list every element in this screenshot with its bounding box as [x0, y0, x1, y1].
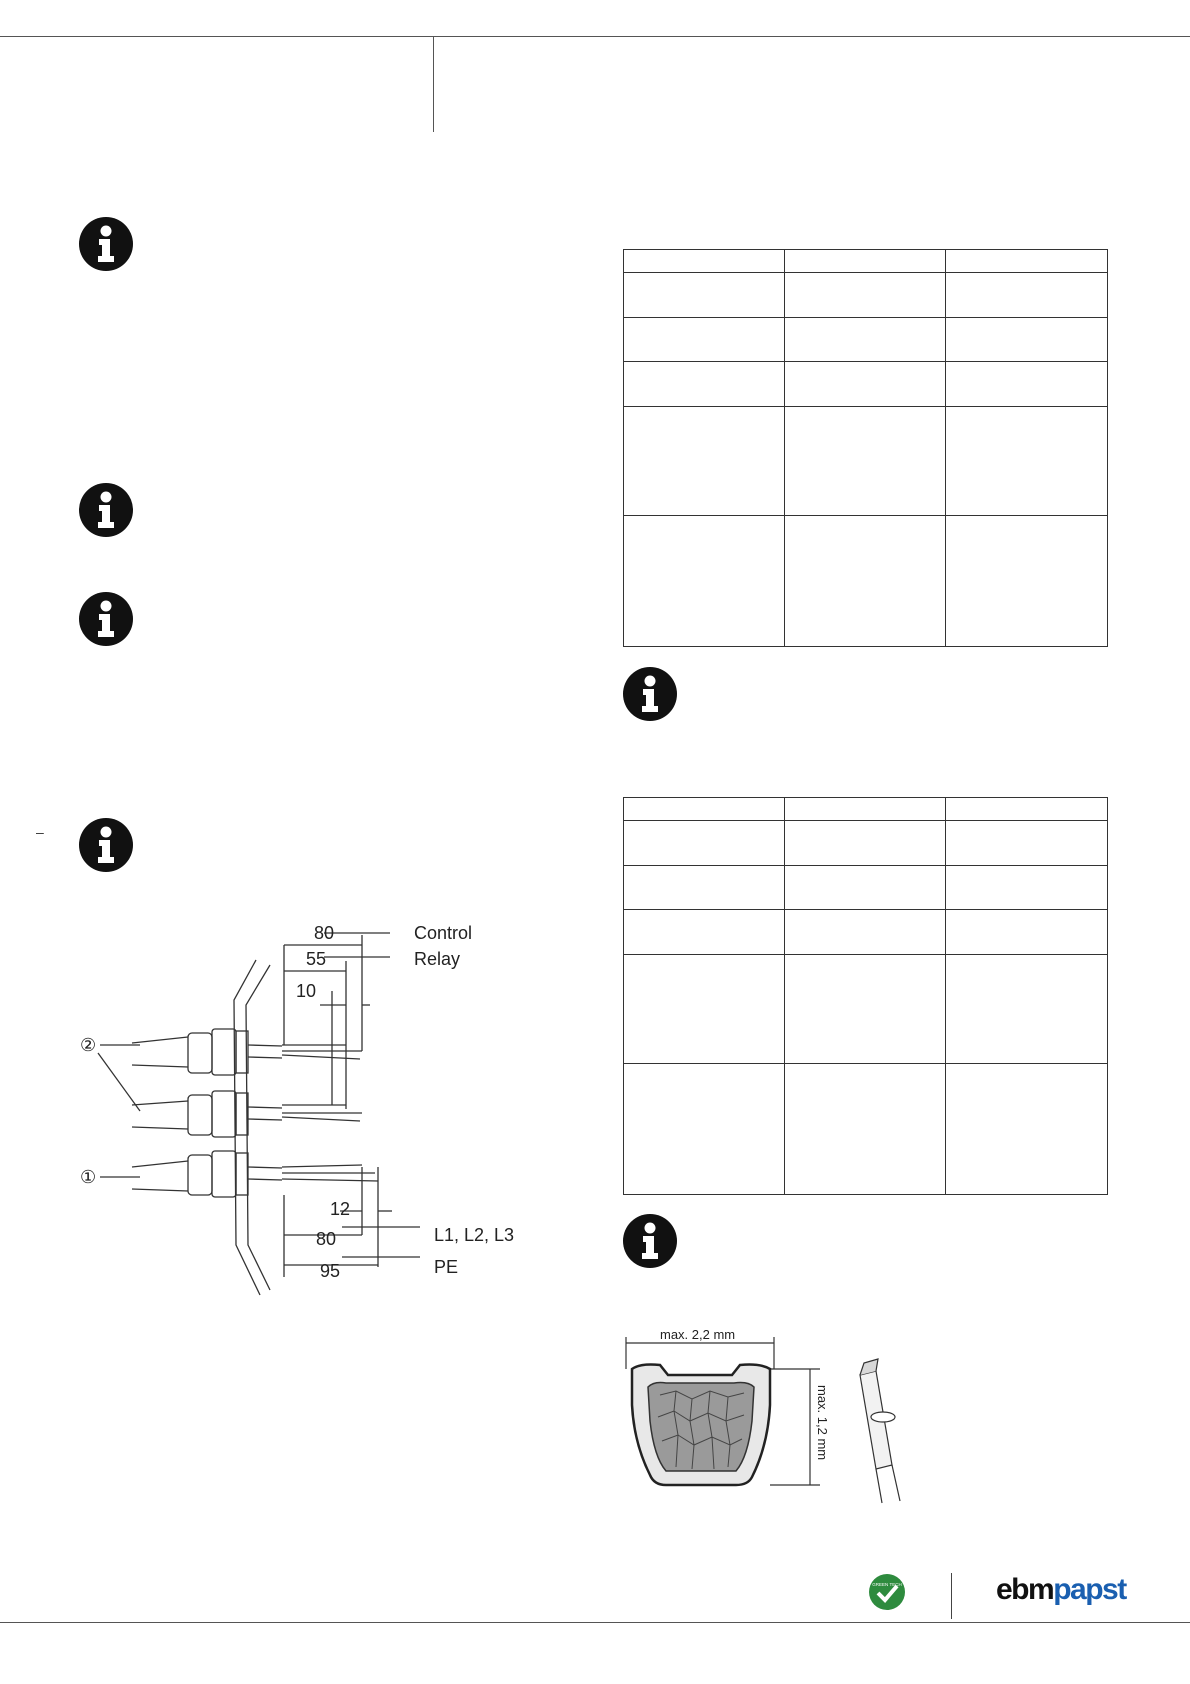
callout-1: ①	[80, 1167, 97, 1187]
table-cell	[624, 955, 785, 1064]
table-cell	[946, 362, 1108, 407]
control-label: Control	[414, 923, 473, 943]
table-cell	[946, 1064, 1108, 1195]
info-icon	[622, 1213, 678, 1269]
dimension-label: 10	[296, 981, 317, 1001]
info-icon	[78, 482, 134, 538]
table-row	[624, 1064, 1108, 1195]
table-cell	[785, 1064, 946, 1195]
table-cell	[624, 273, 785, 318]
table-cell	[624, 821, 785, 866]
table-cell	[624, 250, 785, 273]
header-top-rule	[0, 36, 1190, 37]
table-cell	[785, 362, 946, 407]
table-cell	[785, 318, 946, 362]
table-cell	[946, 798, 1108, 821]
table-cell	[785, 955, 946, 1064]
table-cell	[785, 866, 946, 910]
table-row	[624, 250, 1108, 273]
table-cell	[785, 910, 946, 955]
table-row	[624, 866, 1108, 910]
dimension-label: 95	[320, 1261, 341, 1281]
table-cell	[946, 318, 1108, 362]
cable-gland	[132, 1151, 378, 1197]
table-cell	[946, 516, 1108, 647]
table-row	[624, 407, 1108, 516]
table-cell	[785, 407, 946, 516]
spec-table-2	[623, 797, 1108, 1195]
table-cell	[624, 866, 785, 910]
table-row	[624, 273, 1108, 318]
width-label: max. 2,2 mm	[660, 1327, 736, 1342]
table-cell	[624, 407, 785, 516]
wire-cross-section-diagram	[620, 1325, 920, 1505]
table-cell	[624, 1064, 785, 1195]
table-cell	[785, 821, 946, 866]
table-cell	[946, 821, 1108, 866]
table-row	[624, 362, 1108, 407]
table-cell	[946, 273, 1108, 318]
table-row	[624, 955, 1108, 1064]
table-cell	[624, 318, 785, 362]
table-cell	[946, 866, 1108, 910]
greentech-badge	[868, 1573, 906, 1611]
dimension-label: 80	[314, 923, 335, 943]
table-row	[624, 798, 1108, 821]
table-cell	[946, 250, 1108, 273]
info-icon	[78, 817, 134, 873]
table-cell	[624, 798, 785, 821]
logo-papst: papst	[1053, 1573, 1126, 1606]
dimension-label: 12	[330, 1199, 351, 1219]
footer-logo-divider	[951, 1573, 952, 1619]
height-label: max. 1,2 mm	[815, 1385, 830, 1461]
table-cell	[624, 516, 785, 647]
dimension-label: 80	[316, 1229, 337, 1249]
info-icon	[622, 666, 678, 722]
table-cell	[624, 362, 785, 407]
ebmpapst-logo	[996, 1573, 1126, 1607]
table-cell	[946, 407, 1108, 516]
info-icon	[78, 591, 134, 647]
table-row	[624, 318, 1108, 362]
pe-label: PE	[434, 1257, 459, 1277]
table-cell	[785, 516, 946, 647]
table-cell	[946, 955, 1108, 1064]
terminal-dimension-diagram	[70, 905, 530, 1305]
header-divider	[433, 36, 434, 132]
info-icon	[78, 216, 134, 272]
mains-label: L1, L2, L3	[434, 1225, 515, 1245]
table-row	[624, 821, 1108, 866]
ferrule-side-view	[860, 1359, 900, 1503]
callout-2: ②	[80, 1035, 97, 1055]
logo-ebm: ebm	[996, 1573, 1054, 1606]
table-cell	[946, 910, 1108, 955]
dimension-label: 55	[306, 949, 327, 969]
table-row	[624, 910, 1108, 955]
badge-text: GREEN TECH	[872, 1582, 902, 1587]
table-row	[624, 516, 1108, 647]
wire-strands	[648, 1383, 754, 1472]
footer-rule	[0, 1622, 1190, 1623]
spec-table-1	[623, 249, 1108, 647]
relay-label: Relay	[414, 949, 461, 969]
table-cell	[624, 910, 785, 955]
table-cell	[785, 798, 946, 821]
table-cell	[785, 273, 946, 318]
table-cell	[785, 250, 946, 273]
margin-mark: –	[36, 824, 44, 840]
